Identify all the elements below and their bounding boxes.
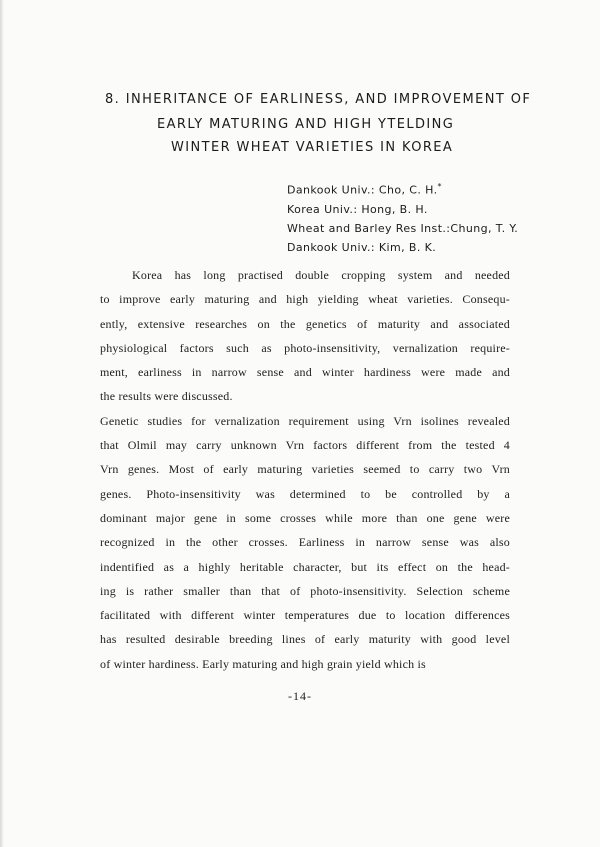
author-text: Wheat and Barley Res Inst.:Chung, T. Y. — [287, 221, 519, 235]
author-text: Dankook Univ.: Kim, B. K. — [287, 240, 437, 254]
body-line: Genetic studies for vernalization requirement using Vrn isolines revealed — [100, 413, 510, 428]
title-line-2: EARLY MATURING AND HIGH YTELDING — [157, 117, 455, 132]
body-line: dominant major gene in some crosses while more than one gene were — [100, 510, 510, 525]
author-text: Dankook Univ.: Cho, C. H. — [287, 183, 438, 197]
author-text: Korea Univ.: Hong, B. H. — [287, 202, 428, 216]
author-line — [287, 219, 518, 238]
title-line-1: 8. INHERITANCE OF EARLINESS, AND IMPROVEMENT OF — [105, 92, 532, 107]
body-line: Korea has long practised double cropping system and needed — [132, 268, 510, 282]
author-line — [287, 200, 518, 219]
body-line: that Olmil may carry unknown Vrn factors different from the tested 4 — [100, 438, 510, 453]
body-line: ently, extensive researches on the genetics of maturity and associated — [100, 316, 510, 331]
body-line: of winter hardiness. Early maturing and high grain yield which is — [100, 656, 426, 671]
body-line: ing is rather smaller than that of photo-insensitivity. Selection scheme — [100, 583, 510, 598]
title-line-3: WINTER WHEAT VARIETIES IN KOREA — [171, 140, 454, 155]
author-footnote-mark: * — [437, 182, 442, 191]
author-line — [287, 238, 518, 257]
page-number: -14- — [288, 689, 312, 703]
body-line: facilitated with different winter temperatures due to location differences — [100, 608, 510, 623]
body-line: physiological factors such as photo-insensitivity, vernalization require- — [100, 340, 510, 355]
abstract-body — [100, 263, 510, 676]
body-line: recognized in the other crosses. Earliness in narrow sense was also — [100, 535, 510, 550]
body-line: genes. Photo-insensitivity was determined to be controlled by a — [100, 486, 510, 501]
author-affiliations — [287, 177, 518, 257]
body-line: has resulted desirable breeding lines of early maturity with good level — [100, 632, 510, 647]
body-line: ment, earliness in narrow sense and winter hardiness were made and — [100, 365, 510, 380]
author-line — [287, 177, 518, 200]
body-line: Vrn genes. Most of early maturing varieties seemed to carry two Vrn — [100, 462, 510, 477]
body-line: to improve early maturing and high yielding wheat varieties. Consequ- — [100, 292, 510, 307]
body-line: the results were discussed. — [100, 389, 233, 404]
body-line: indentified as a highly heritable character, but its effect on the head- — [100, 559, 510, 574]
scan-edge-shadow — [0, 0, 4, 847]
